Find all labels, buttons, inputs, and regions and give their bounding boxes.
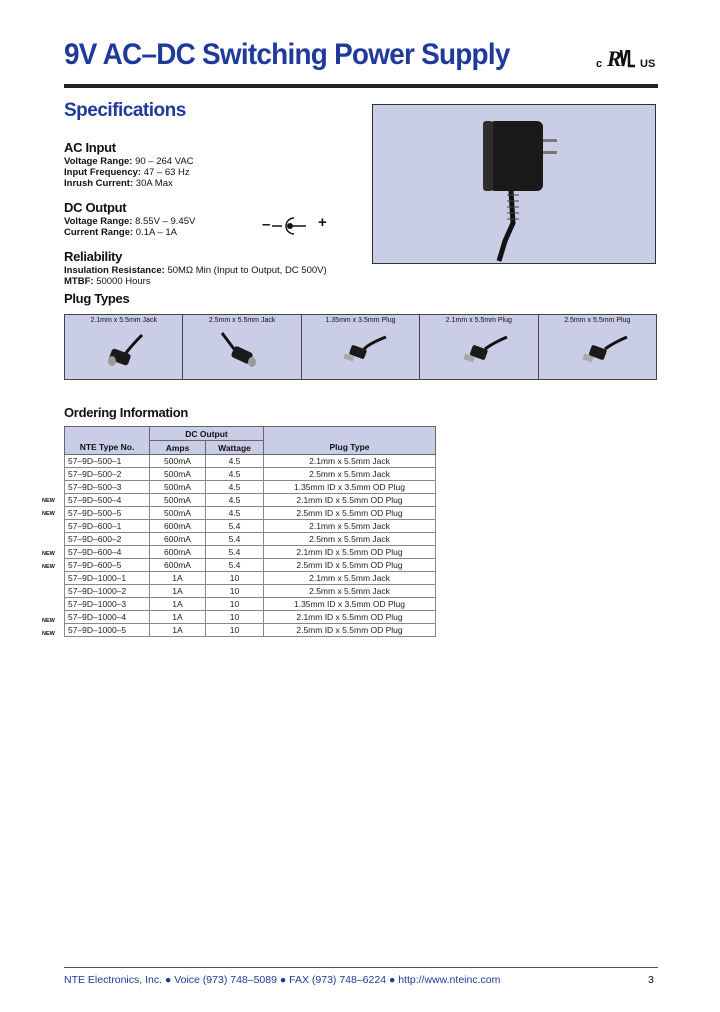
plug-types-heading: Plug Types xyxy=(64,291,130,306)
spec-label: Current Range: xyxy=(64,227,134,238)
type-no-cell: 57–9D–500–1 xyxy=(65,455,150,468)
footer-rule xyxy=(64,967,658,968)
table-row xyxy=(65,455,436,468)
plug-type-cell: 2.1mm ID x 5.5mm OD Plug xyxy=(264,611,436,624)
type-no-cell: 57–9D–1000–5 xyxy=(65,624,150,637)
plug-cell xyxy=(65,315,183,380)
wattage-cell: 10 xyxy=(206,585,264,598)
plug-connector-image xyxy=(557,327,637,375)
plug-type-cell: 2.5mm ID x 5.5mm OD Plug xyxy=(264,624,436,637)
dc-output-line xyxy=(64,216,195,227)
wattage-cell: 10 xyxy=(206,572,264,585)
header-type-no: NTE Type No. xyxy=(65,427,150,455)
table-row xyxy=(65,585,436,598)
ac-input-line xyxy=(64,156,194,167)
spec-label: Insulation Resistance: xyxy=(64,265,165,276)
jack-connector-image xyxy=(202,327,282,375)
spec-label: Inrush Current: xyxy=(64,178,134,189)
wattage-cell: 5.4 xyxy=(206,533,264,546)
polarity-plus: + xyxy=(318,214,327,231)
center-positive-icon xyxy=(272,214,310,238)
plug-connector-image xyxy=(320,327,400,375)
polarity-minus: – xyxy=(262,216,271,233)
amps-cell: 500mA xyxy=(150,507,206,520)
table-row xyxy=(65,494,436,507)
wattage-cell: 4.5 xyxy=(206,468,264,481)
wattage-cell: 10 xyxy=(206,624,264,637)
amps-cell: 500mA xyxy=(150,455,206,468)
type-no-cell: 57–9D–500–4 xyxy=(65,494,150,507)
type-no-cell: 57–9D–1000–3 xyxy=(65,598,150,611)
polarity-symbol xyxy=(262,214,332,238)
amps-cell: 600mA xyxy=(150,546,206,559)
table-row xyxy=(65,507,436,520)
ul-recognized-icon xyxy=(605,46,639,72)
spec-value: 50MΩ Min (Input to Output, DC 500V) xyxy=(167,265,327,276)
amps-cell: 600mA xyxy=(150,533,206,546)
type-no-cell: 57–9D–500–2 xyxy=(65,468,150,481)
spec-label: Voltage Range: xyxy=(64,216,133,227)
plug-label: 2.1mm x 5.5mm Plug xyxy=(420,315,537,327)
page-number: 3 xyxy=(648,974,654,986)
plug-type-cell: 1.35mm ID x 3.5mm OD Plug xyxy=(264,598,436,611)
amps-cell: 1A xyxy=(150,572,206,585)
plug-label: 2.5mm x 5.5mm Plug xyxy=(539,315,656,327)
plug-type-cell: 1.35mm ID x 3.5mm OD Plug xyxy=(264,481,436,494)
plug-label: 2.1mm x 5.5mm Jack xyxy=(65,315,182,327)
new-badge: NEW xyxy=(42,564,55,570)
plug-type-cell: 2.5mm x 5.5mm Jack xyxy=(264,533,436,546)
ac-input-heading: AC Input xyxy=(64,140,116,155)
ordering-heading: Ordering Information xyxy=(64,405,189,420)
plug-types-table xyxy=(64,314,657,380)
new-badge: NEW xyxy=(42,618,55,624)
amps-cell: 1A xyxy=(150,598,206,611)
table-row xyxy=(65,546,436,559)
plug-type-cell: 2.5mm ID x 5.5mm OD Plug xyxy=(264,507,436,520)
reliability-line xyxy=(64,265,327,276)
table-row xyxy=(65,520,436,533)
spec-value: 30A Max xyxy=(135,178,173,189)
plug-type-cell: 2.5mm x 5.5mm Jack xyxy=(264,468,436,481)
title-rule xyxy=(64,84,658,88)
plug-connector-image xyxy=(439,327,519,375)
new-badge: NEW xyxy=(42,511,55,517)
table-row xyxy=(65,611,436,624)
wattage-cell: 5.4 xyxy=(206,559,264,572)
ac-input-line xyxy=(64,178,173,189)
new-badge: NEW xyxy=(42,631,55,637)
type-no-cell: 57–9D–600–1 xyxy=(65,520,150,533)
wall-adapter-image xyxy=(373,105,655,263)
page-title: 9V AC–DC Switching Power Supply xyxy=(64,38,510,71)
wattage-cell: 5.4 xyxy=(206,520,264,533)
type-no-cell: 57–9D–500–3 xyxy=(65,481,150,494)
header-plug-type: Plug Type xyxy=(264,427,436,455)
header-dc-output: DC Output xyxy=(150,427,264,441)
product-photo xyxy=(372,104,656,264)
plug-type-cell: 2.5mm x 5.5mm Jack xyxy=(264,585,436,598)
spec-value: 50000 Hours xyxy=(96,276,151,287)
ul-certification-mark xyxy=(596,44,658,74)
cert-c-label: c xyxy=(596,58,603,70)
spec-value: 0.1A – 1A xyxy=(135,227,177,238)
plug-type-cell: 2.1mm ID x 5.5mm OD Plug xyxy=(264,546,436,559)
spec-label: Input Frequency: xyxy=(64,167,142,178)
wattage-cell: 4.5 xyxy=(206,455,264,468)
amps-cell: 1A xyxy=(150,611,206,624)
amps-cell: 1A xyxy=(150,624,206,637)
new-badge: NEW xyxy=(42,551,55,557)
dc-output-heading: DC Output xyxy=(64,200,127,215)
plug-type-cell: 2.1mm x 5.5mm Jack xyxy=(264,572,436,585)
amps-cell: 1A xyxy=(150,585,206,598)
svg-text:R: R xyxy=(607,46,622,71)
table-row xyxy=(65,481,436,494)
table-row xyxy=(65,559,436,572)
amps-cell: 500mA xyxy=(150,494,206,507)
table-row xyxy=(65,533,436,546)
wattage-cell: 4.5 xyxy=(206,507,264,520)
table-row xyxy=(65,624,436,637)
wattage-cell: 4.5 xyxy=(206,494,264,507)
spec-value: 90 – 264 VAC xyxy=(135,156,194,167)
plug-cell xyxy=(183,315,301,380)
plug-label: 2.5mm x 5.5mm Jack xyxy=(183,315,300,327)
amps-cell: 600mA xyxy=(150,559,206,572)
wattage-cell: 10 xyxy=(206,611,264,624)
spec-value: 8.55V – 9.45V xyxy=(135,216,196,227)
table-row xyxy=(65,598,436,611)
plug-type-cell: 2.1mm x 5.5mm Jack xyxy=(264,520,436,533)
amps-cell: 500mA xyxy=(150,468,206,481)
type-no-cell: 57–9D–500–5 xyxy=(65,507,150,520)
type-no-cell: 57–9D–1000–4 xyxy=(65,611,150,624)
reliability-heading: Reliability xyxy=(64,249,123,264)
cert-us-label: US xyxy=(640,58,656,70)
type-no-cell: 57–9D–600–5 xyxy=(65,559,150,572)
footer-contact: NTE Electronics, Inc. ● Voice (973) 748–5089 ● FAX (973) 748–6224 ● http://www.nteinc.com xyxy=(64,974,501,986)
wattage-cell: 10 xyxy=(206,598,264,611)
spec-label: Voltage Range: xyxy=(64,156,133,167)
wattage-cell: 5.4 xyxy=(206,546,264,559)
header-amps: Amps xyxy=(150,441,206,455)
type-no-cell: 57–9D–1000–1 xyxy=(65,572,150,585)
plug-type-cell: 2.1mm ID x 5.5mm OD Plug xyxy=(264,494,436,507)
plug-cell xyxy=(538,315,656,380)
plug-type-cell: 2.1mm x 5.5mm Jack xyxy=(264,455,436,468)
reliability-line xyxy=(64,276,151,287)
spec-value: 47 – 63 Hz xyxy=(143,167,190,178)
ac-input-line xyxy=(64,167,190,178)
plug-cell xyxy=(420,315,538,380)
plug-cell xyxy=(301,315,419,380)
plug-label: 1.35mm x 3.5mm Plug xyxy=(302,315,419,327)
type-no-cell: 57–9D–600–4 xyxy=(65,546,150,559)
amps-cell: 500mA xyxy=(150,481,206,494)
type-no-cell: 57–9D–1000–2 xyxy=(65,585,150,598)
wattage-cell: 4.5 xyxy=(206,481,264,494)
spec-label: MTBF: xyxy=(64,276,94,287)
table-row xyxy=(65,468,436,481)
type-no-cell: 57–9D–600–2 xyxy=(65,533,150,546)
amps-cell: 600mA xyxy=(150,520,206,533)
table-row xyxy=(65,572,436,585)
new-badge: NEW xyxy=(42,498,55,504)
plug-type-cell: 2.5mm ID x 5.5mm OD Plug xyxy=(264,559,436,572)
specifications-heading: Specifications xyxy=(64,100,186,121)
jack-connector-image xyxy=(84,327,164,375)
header-wattage: Wattage xyxy=(206,441,264,455)
ordering-table xyxy=(64,426,436,637)
dc-output-line xyxy=(64,227,177,238)
